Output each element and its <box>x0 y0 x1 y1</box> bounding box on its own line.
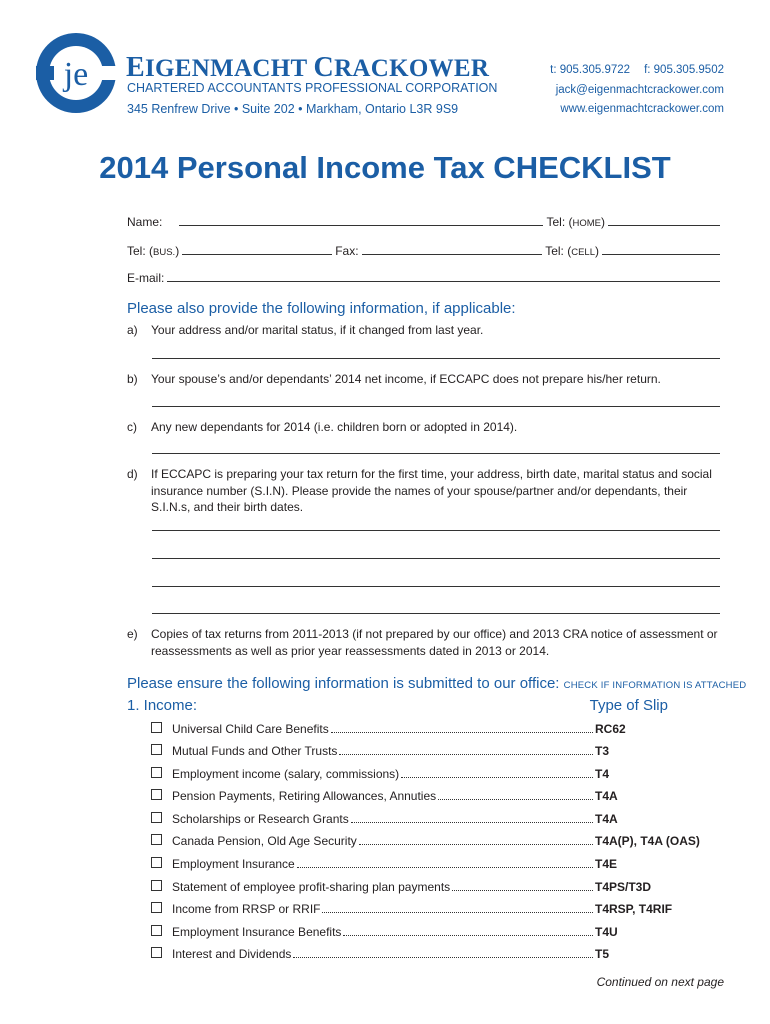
logo-icon <box>34 31 118 115</box>
checklist-item[interactable]: Employment Insurance Benefits T4U <box>151 923 720 939</box>
tel-home-field[interactable] <box>608 225 720 226</box>
checklist-item[interactable]: Scholarships or Research Grants T4A <box>151 810 720 826</box>
page-title: 2014 Personal Income Tax CHECKLIST <box>99 150 671 185</box>
checklist-item[interactable]: Statement of employee profit-sharing plan payments T4PS/T3D <box>151 878 720 894</box>
email-field[interactable] <box>167 281 720 282</box>
checkbox[interactable] <box>151 857 162 868</box>
logo-text: je <box>63 56 89 93</box>
contact-phone-fax <box>550 64 724 76</box>
firm-name: EIGENMACHT CRACKOWER <box>126 52 490 83</box>
checklist-item[interactable]: Employment Insurance T4E <box>151 855 720 871</box>
info-item-b: b) Your spouse’s and/or dependants’ 2014 net income, if ECCAPC does not prepare his/her return. <box>127 372 661 386</box>
income-heading: 1. Income: <box>127 697 198 714</box>
checkbox[interactable] <box>151 812 162 823</box>
checklist-item[interactable]: Canada Pension, Old Age Security T4A(P), T4A (OAS) <box>151 832 720 848</box>
answer-line-c[interactable] <box>152 453 720 454</box>
section-additional-info-heading: Please also provide the following information, if applicable: <box>127 300 516 317</box>
checkbox[interactable] <box>151 880 162 891</box>
fax-field[interactable] <box>362 254 543 255</box>
firm-logo <box>34 31 118 115</box>
answer-line-d2[interactable] <box>152 558 720 559</box>
checkbox[interactable] <box>151 925 162 936</box>
fax-number: f: 905.305.9502 <box>644 64 724 76</box>
answer-line-a[interactable] <box>152 358 720 359</box>
checkbox[interactable] <box>151 767 162 778</box>
firm-address: 345 Renfrew Drive • Suite 202 • Markham, Ontario L3R 9S9 <box>127 102 459 116</box>
checklist-item[interactable]: Universal Child Care Benefits RC62 <box>151 720 720 736</box>
checklist-item[interactable]: Mutual Funds and Other Trusts T3 <box>151 742 720 758</box>
section-submit-heading: Please ensure the following information is submitted to our office: CHECK IF INFORMATION IS ATTACHED <box>127 675 747 692</box>
continued-note: Continued on next page <box>596 975 724 989</box>
tel-bus-field[interactable] <box>182 254 332 255</box>
answer-line-d3[interactable] <box>152 586 720 587</box>
checkbox[interactable] <box>151 947 162 958</box>
fax-label: Fax: <box>335 244 359 258</box>
tel-cell-label: Tel: (CELL) <box>545 244 599 258</box>
name-field[interactable] <box>179 225 543 226</box>
answer-line-d4[interactable] <box>152 613 720 614</box>
contact-email[interactable]: jack@eigenmachtcrackower.com <box>555 84 724 96</box>
info-item-e: e) Copies of tax returns from 2011-2013 (if not prepared by our office) and 2013 CRA notice of assessment or reassessments as well as prior year reassessments dated in 2013 or 2014. <box>127 627 718 658</box>
info-item-d: d) If ECCAPC is preparing your tax return for the first time, your address, birth date, marital status and social insurance number (S.I.N). Please provide the names of your spouse/partner and/or dependants, their S.I.N.s, and their birth dates. <box>127 467 712 514</box>
checklist-item[interactable]: Pension Payments, Retiring Allowances, Annuties T4A <box>151 787 720 803</box>
firm-subtitle: CHARTERED ACCOUNTANTS PROFESSIONAL CORPORATION <box>127 81 498 95</box>
contact-website[interactable]: www.eigenmachtcrackower.com <box>560 103 724 115</box>
email-label: E-mail: <box>127 271 165 285</box>
phone-number: t: 905.305.9722 <box>550 64 631 76</box>
tel-cell-field[interactable] <box>602 254 720 255</box>
checkbox[interactable] <box>151 834 162 845</box>
tel-home-label: Tel: (HOME) <box>546 215 605 229</box>
info-item-c: c) Any new dependants for 2014 (i.e. children born or adopted in 2014). <box>127 420 518 434</box>
checklist-item[interactable]: Employment income (salary, commissions) T4 <box>151 765 720 781</box>
checkbox[interactable] <box>151 722 162 733</box>
slip-type-heading: Type of Slip <box>589 697 668 714</box>
name-row <box>127 211 720 229</box>
phone-row <box>127 240 720 258</box>
checklist-item[interactable]: Interest and Dividends T5 <box>151 945 720 961</box>
info-item-a: a) Your address and/or marital status, if it changed from last year. <box>127 323 484 337</box>
checkbox[interactable] <box>151 902 162 913</box>
checklist-item[interactable]: Income from RRSP or RRIF T4RSP, T4RIF <box>151 900 720 916</box>
checkbox[interactable] <box>151 744 162 755</box>
answer-line-b[interactable] <box>152 406 720 407</box>
name-label: Name: <box>127 215 163 229</box>
tel-bus-label: Tel: (BUS.) <box>127 244 180 258</box>
email-row <box>127 267 720 285</box>
answer-line-d1[interactable] <box>152 530 720 531</box>
checkbox[interactable] <box>151 789 162 800</box>
